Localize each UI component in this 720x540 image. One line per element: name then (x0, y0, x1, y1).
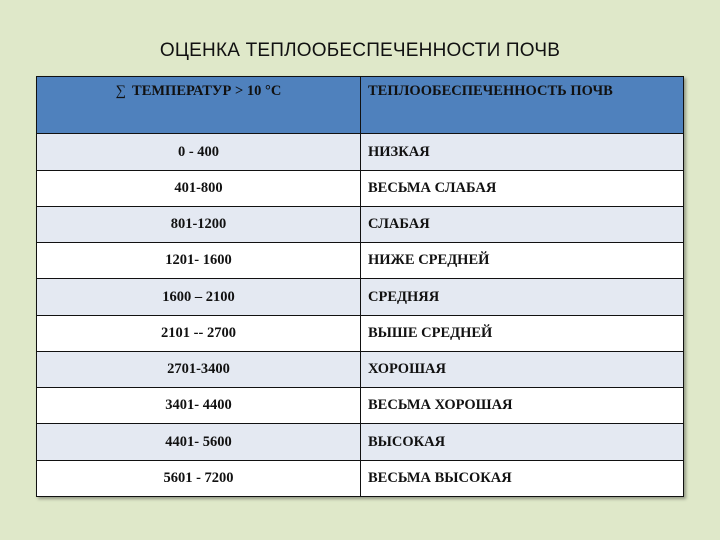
range-cell: 4401- 5600 (37, 424, 361, 460)
range-cell: 5601 - 7200 (37, 460, 361, 496)
table-row (37, 170, 684, 206)
range-cell: 801-1200 (37, 206, 361, 242)
page-title: ОЦЕНКА ТЕПЛООБЕСПЕЧЕННОСТИ ПОЧВ (159, 40, 561, 61)
header-cell-heat-supply: ТЕПЛООБЕСПЕЧЕННОСТЬ ПОЧВ (361, 77, 684, 134)
level-cell: ВЕСЬМА СЛАБАЯ (361, 170, 684, 206)
table-row (37, 315, 684, 351)
table-row (37, 243, 684, 279)
table-row (37, 351, 684, 387)
table-container (36, 76, 684, 497)
level-cell: СРЕДНЯЯ (361, 279, 684, 315)
table-row (37, 206, 684, 242)
level-cell: НИЗКАЯ (361, 134, 684, 170)
sum-icon: ∑ (115, 83, 127, 99)
soil-heat-table (36, 76, 684, 497)
level-cell: ВЕСЬМА ВЫСОКАЯ (361, 460, 684, 496)
range-cell: 1201- 1600 (37, 243, 361, 279)
table-header-row (37, 77, 684, 134)
level-cell: ВЫШЕ СРЕДНЕЙ (361, 315, 684, 351)
level-cell: НИЖЕ СРЕДНЕЙ (361, 243, 684, 279)
range-cell: 1600 – 2100 (37, 279, 361, 315)
level-cell: ХОРОШАЯ (361, 351, 684, 387)
table-row (37, 424, 684, 460)
header-cell-temperature-sum (37, 77, 361, 134)
header-label-temperature: ТЕМПЕРАТУР > 10 °С (132, 83, 282, 99)
level-cell: ВЫСОКАЯ (361, 424, 684, 460)
table-row (37, 388, 684, 424)
level-cell: ВЕСЬМА ХОРОШАЯ (361, 388, 684, 424)
range-cell: 0 - 400 (37, 134, 361, 170)
range-cell: 2101 -- 2700 (37, 315, 361, 351)
table-row (37, 279, 684, 315)
table-row (37, 134, 684, 170)
range-cell: 2701-3400 (37, 351, 361, 387)
level-cell: СЛАБАЯ (361, 206, 684, 242)
range-cell: 401-800 (37, 170, 361, 206)
range-cell: 3401- 4400 (37, 388, 361, 424)
table-row (37, 460, 684, 496)
